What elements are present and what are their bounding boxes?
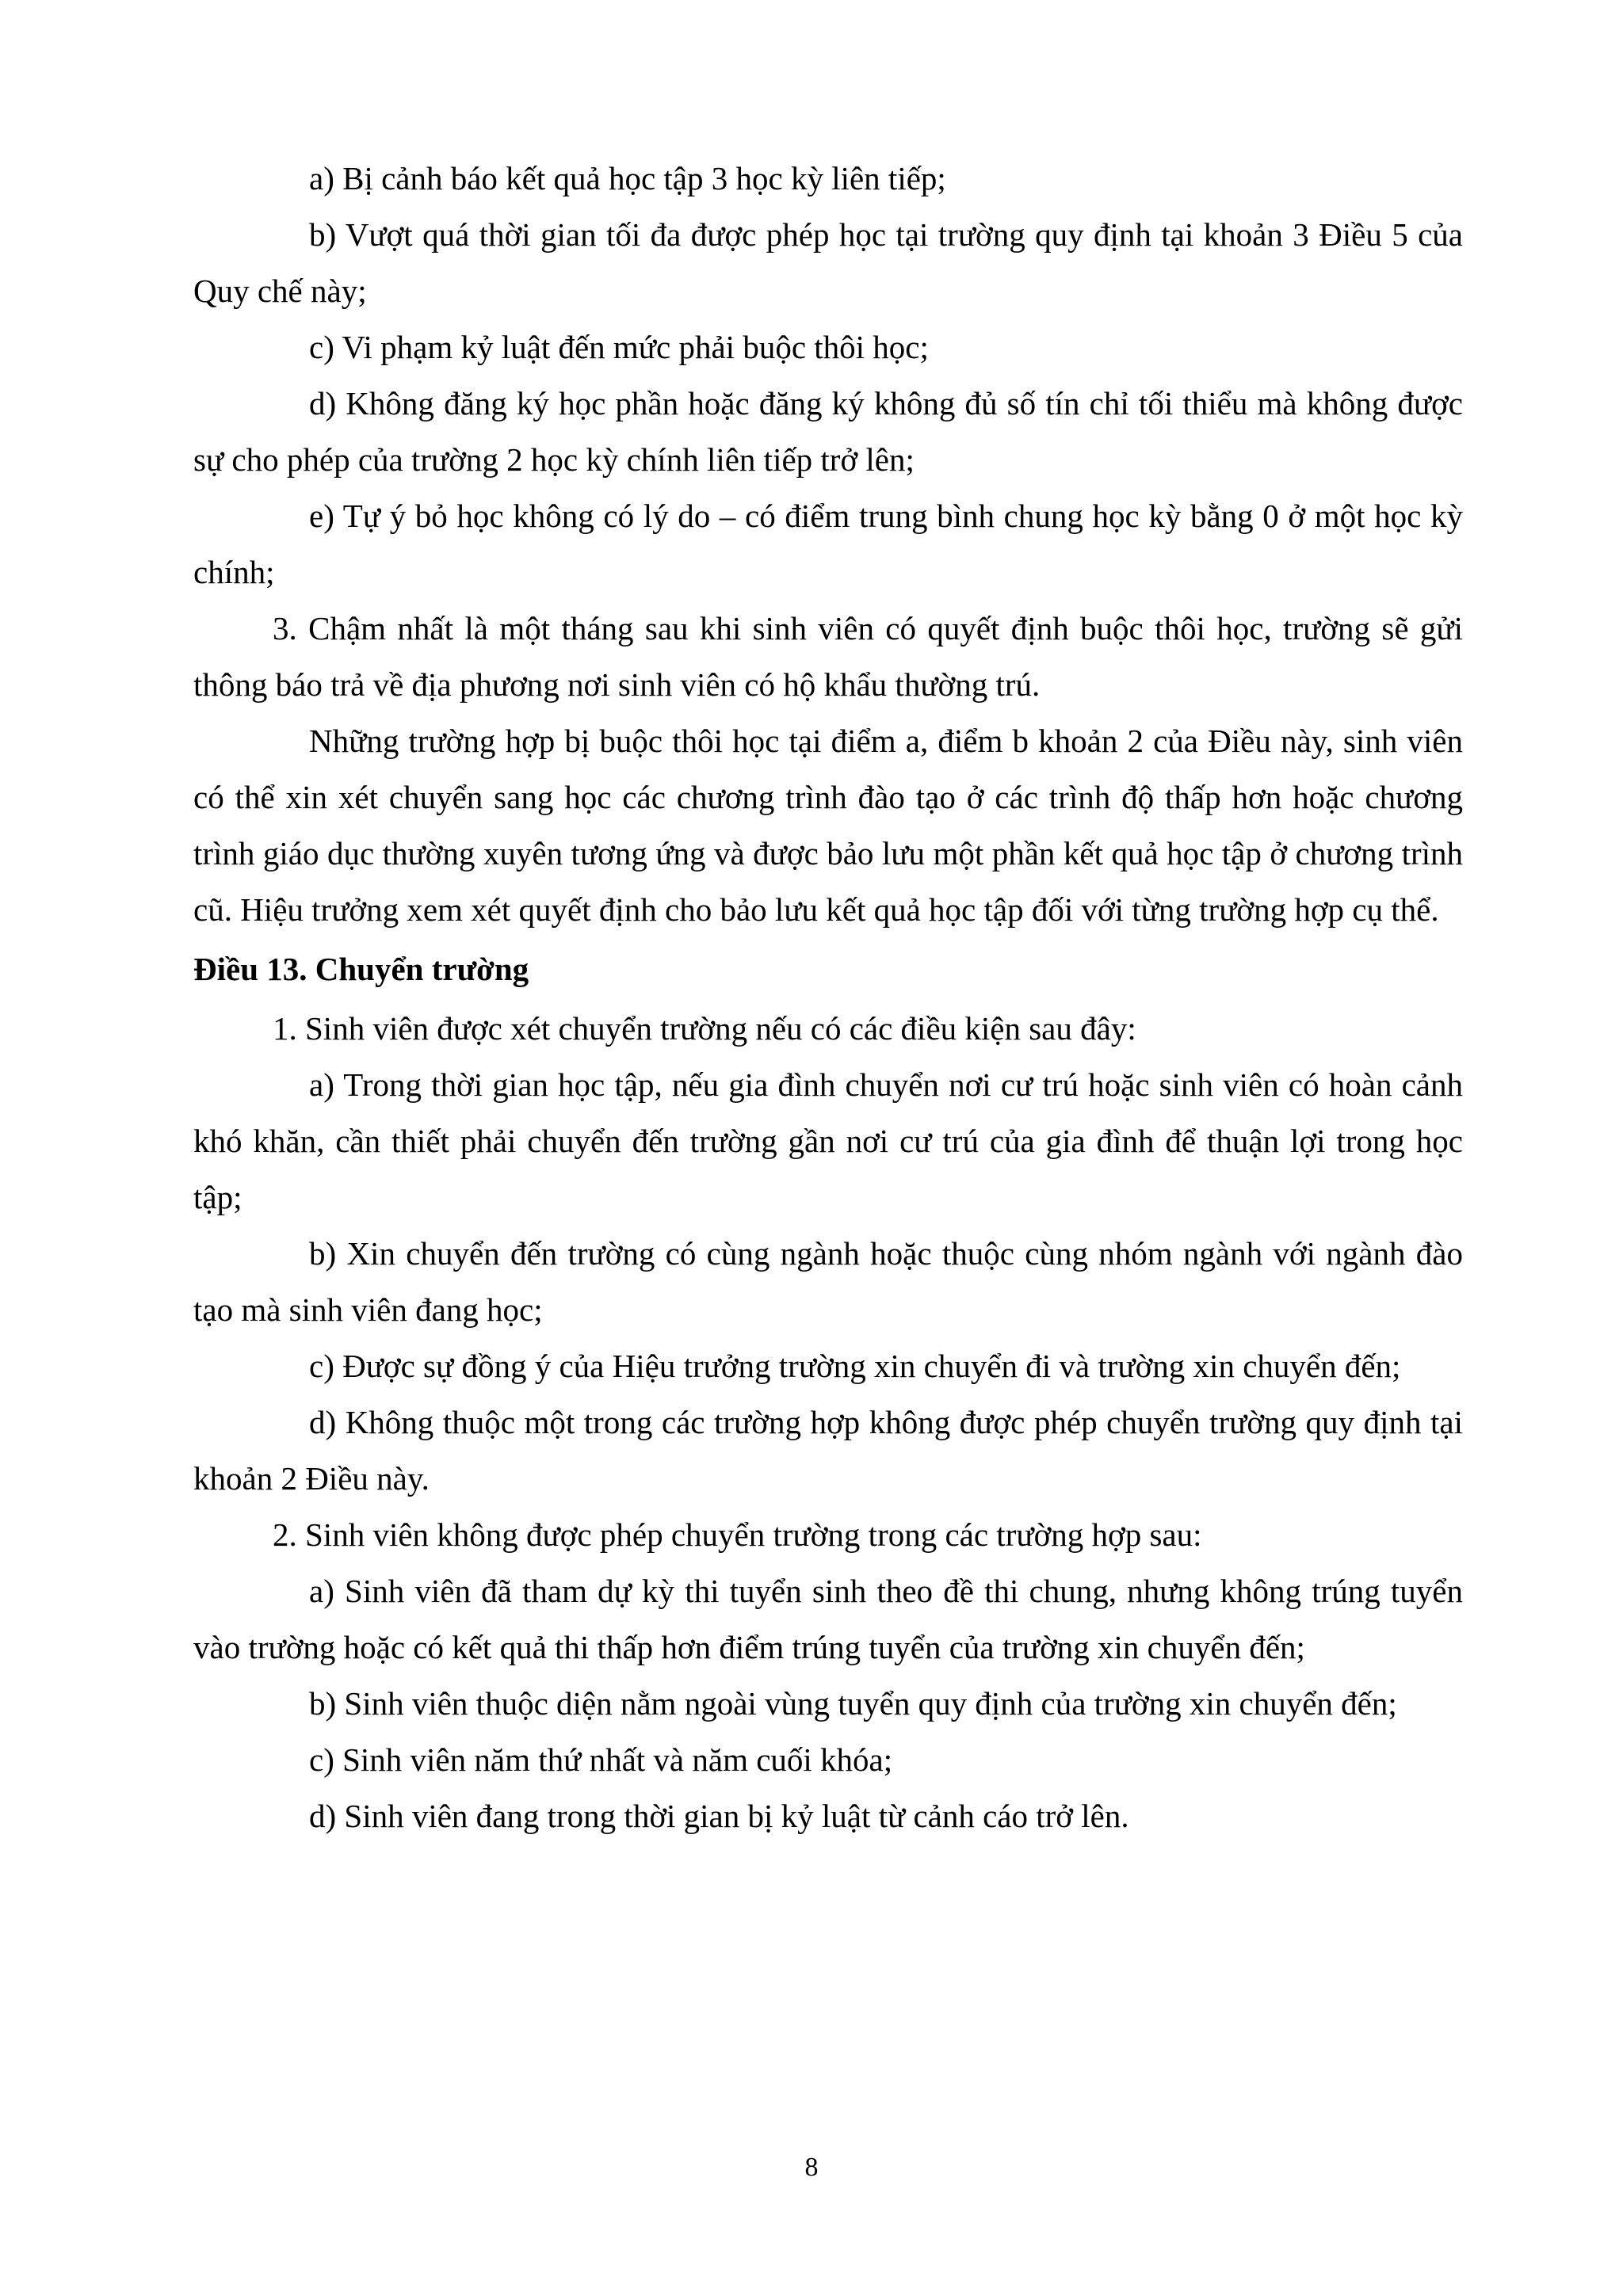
clause-2d: d) Sinh viên đang trong thời gian bị kỷ luật từ cảnh cáo trở lên.: [309, 1798, 1129, 1834]
article-13-heading: Điều 13. Chuyển trường: [193, 951, 529, 987]
item-2c: c) Vi phạm kỷ luật đến mức phải buộc thôi học;: [309, 329, 929, 365]
clause-1c: c) Được sự đồng ý của Hiệu trưởng trường xin chuyển đi và trường xin chuyển đến;: [309, 1348, 1401, 1384]
document-body: [193, 151, 1463, 1844]
item-2a: a) Bị cảnh báo kết quả học tập 3 học kỳ liên tiếp;: [309, 160, 946, 196]
note-paragraph: Những trường hợp bị buộc thôi học tại điểm a, điểm b khoản 2 của Điều này, sinh viên có thể xin xét chuyển sang học các chương trình đào tạo ở các trình độ thấp hơn hoặc chương trình giáo dục thường xuyên tương ứng và được bảo lưu một phần kết quả học tập ở chương trình cũ. Hiệu trưởng xem xét quyết định cho bảo lưu kết quả học tập đối với từng trường hợp cụ thể.: [193, 723, 1463, 928]
clause-1d: d) Không thuộc một trong các trường hợp không được phép chuyển trường quy định tại khoản 2 Điều này.: [193, 1404, 1463, 1497]
clause-1b: b) Xin chuyển đến trường có cùng ngành hoặc thuộc cùng nhóm ngành với ngành đào tạo mà sinh viên đang học;: [193, 1235, 1463, 1328]
clause-1: 1. Sinh viên được xét chuyển trường nếu có các điều kiện sau đây:: [273, 1010, 1136, 1047]
item-2b: b) Vượt quá thời gian tối đa được phép học tại trường quy định tại khoản 3 Điều 5 của Quy chế này;: [193, 216, 1463, 309]
clause-2c: c) Sinh viên năm thứ nhất và năm cuối khóa;: [309, 1741, 893, 1778]
clause-2b: b) Sinh viên thuộc diện nằm ngoài vùng tuyển quy định của trường xin chuyển đến;: [309, 1685, 1397, 1722]
clause-1a: a) Trong thời gian học tập, nếu gia đình chuyển nơi cư trú hoặc sinh viên có hoàn cảnh khó khăn, cần thiết phải chuyển đến trường gần nơi cư trú của gia đình để thuận lợi trong học tập;: [193, 1066, 1463, 1215]
page-number: 8: [804, 2153, 819, 2182]
clause-2: 2. Sinh viên không được phép chuyển trường trong các trường hợp sau:: [273, 1516, 1202, 1553]
item-2d: d) Không đăng ký học phần hoặc đăng ký không đủ số tín chỉ tối thiểu mà không được sự cho phép của trường 2 học kỳ chính liên tiếp trở lên;: [193, 385, 1463, 478]
item-3: 3. Chậm nhất là một tháng sau khi sinh viên có quyết định buộc thôi học, trường sẽ gửi thông báo trả về địa phương nơi sinh viên có hộ khẩu thường trú.: [193, 610, 1463, 703]
clause-2a: a) Sinh viên đã tham dự kỳ thi tuyển sinh theo đề thi chung, nhưng không trúng tuyển vào trường hoặc có kết quả thi thấp hơn điểm trúng tuyển của trường xin chuyển đến;: [193, 1573, 1463, 1665]
item-2e: e) Tự ý bỏ học không có lý do – có điểm trung bình chung học kỳ bằng 0 ở một học kỳ chính;: [193, 498, 1463, 590]
